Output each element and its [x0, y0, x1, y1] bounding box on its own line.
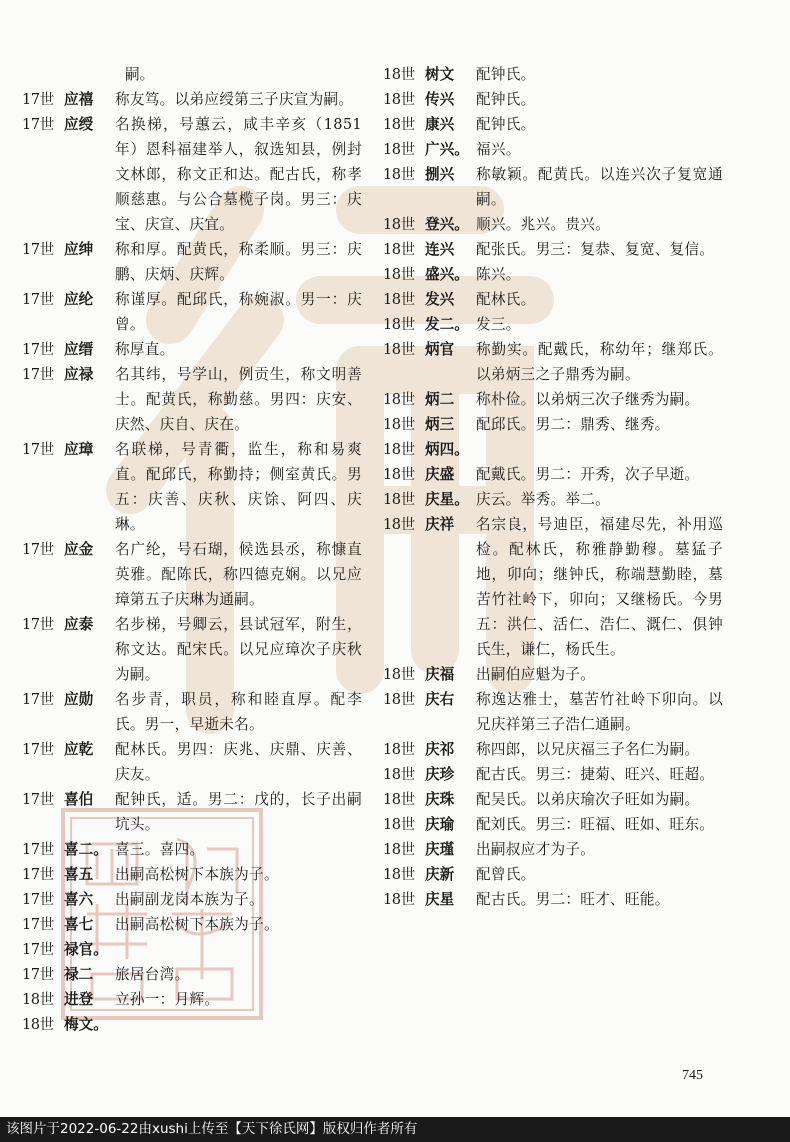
generation-label: 18世	[22, 991, 54, 1008]
person-name: 庆瑜	[425, 816, 455, 833]
person-description: 发三。	[476, 316, 521, 333]
generation-label: 18世	[383, 466, 415, 483]
genealogy-entry	[383, 112, 723, 137]
genealogy-entry	[22, 337, 362, 362]
person-description: 配钟氏。	[476, 66, 536, 83]
genealogy-entry	[383, 412, 723, 437]
person-name: 捌兴	[425, 166, 455, 183]
person-name: 炳四。	[425, 441, 469, 458]
person-name: 庆盛	[425, 466, 455, 483]
genealogy-entry	[22, 237, 362, 287]
generation-label: 17世	[22, 341, 54, 358]
person-name: 庆福	[425, 666, 455, 683]
genealogy-entry	[383, 812, 723, 837]
genealogy-entry	[22, 862, 362, 887]
person-description: 配钟氏。	[476, 116, 536, 133]
generation-label: 18世	[383, 91, 415, 108]
person-name: 应缙	[64, 341, 94, 358]
person-description: 出嗣叔应才为子。	[476, 841, 596, 858]
genealogy-entry	[383, 662, 723, 687]
person-name: 应乾	[64, 741, 94, 758]
person-description: 配张氏。男三：复恭、复宽、复信。	[476, 241, 715, 258]
genealogy-entry	[383, 687, 723, 737]
person-description: 配戴氏。男二：开秀，次子早逝。	[476, 466, 700, 483]
person-name: 炳官	[425, 341, 455, 358]
genealogy-entry	[383, 387, 723, 412]
genealogy-entry	[22, 787, 362, 837]
genealogy-entry	[383, 287, 723, 312]
generation-label: 17世	[22, 891, 54, 908]
generation-label: 18世	[383, 866, 415, 883]
genealogy-entry	[383, 437, 723, 462]
genealogy-entry	[22, 612, 362, 687]
person-description: 称谨厚。配邱氏，称婉淑。男一：庆曾。	[115, 291, 362, 333]
person-description: 称朴俭。以弟炳三次子继秀为嗣。	[476, 391, 700, 408]
person-description	[115, 937, 362, 962]
person-name: 应金	[64, 541, 94, 558]
genealogy-entry	[22, 687, 362, 737]
generation-label: 18世	[22, 1016, 54, 1033]
person-name: 梅文。	[64, 1016, 108, 1033]
generation-label: 17世	[22, 916, 54, 933]
person-name: 喜二。	[64, 841, 108, 858]
right-column	[383, 62, 723, 912]
generation-label: 17世	[22, 691, 54, 708]
generation-label: 17世	[22, 91, 54, 108]
person-name: 庆新	[425, 866, 455, 883]
person-description: 配曾氏。	[476, 866, 536, 883]
generation-label: 18世	[383, 116, 415, 133]
genealogy-entry	[383, 162, 723, 212]
generation-label: 18世	[383, 66, 415, 83]
person-name: 盛兴。	[425, 266, 469, 283]
person-description: 配钟氏，适。男二：戊的，长子出嗣坑头。	[115, 791, 362, 833]
genealogy-entry	[383, 237, 723, 262]
generation-label: 18世	[383, 491, 415, 508]
generation-label: 17世	[22, 116, 54, 133]
genealogy-entry	[383, 512, 723, 662]
generation-label: 17世	[22, 741, 54, 758]
person-name: 应纶	[64, 291, 94, 308]
genealogy-entry	[383, 462, 723, 487]
genealogy-entry	[383, 762, 723, 787]
person-name: 喜七	[64, 916, 94, 933]
person-name: 庆瑾	[425, 841, 455, 858]
person-name: 喜五	[64, 866, 94, 883]
person-description: 福兴。	[476, 141, 521, 158]
person-name: 喜六	[64, 891, 94, 908]
person-description: 配古氏。男三：捷菊、旺兴、旺超。	[476, 766, 715, 783]
genealogy-entry	[22, 287, 362, 337]
genealogy-entry	[383, 337, 723, 387]
person-description: 喜三。喜四。	[115, 841, 205, 858]
genealogy-entry	[383, 887, 723, 912]
genealogy-entry	[22, 837, 362, 862]
person-name: 传兴	[425, 91, 455, 108]
generation-label: 18世	[383, 241, 415, 258]
person-name: 庆星。	[425, 491, 469, 508]
person-name: 喜伯	[64, 791, 94, 808]
footer-banner: 该图片于2022-06-22由xushi上传至【天下徐氏网】版权归作者所有	[0, 1117, 790, 1142]
genealogy-entry	[383, 837, 723, 862]
person-name: 庆右	[425, 691, 455, 708]
generation-label: 17世	[22, 291, 54, 308]
generation-label: 17世	[22, 441, 54, 458]
genealogy-entry	[383, 312, 723, 337]
person-description: 称敏颖。配黄氏。以连兴次子复宽通嗣。	[476, 166, 723, 208]
genealogy-entry	[22, 112, 362, 237]
genealogy-entry	[383, 787, 723, 812]
genealogy-entry	[22, 987, 362, 1012]
genealogy-entry	[22, 937, 362, 962]
generation-label: 18世	[383, 316, 415, 333]
person-name: 连兴	[425, 241, 455, 258]
generation-label: 17世	[22, 541, 54, 558]
generation-label: 18世	[383, 691, 415, 708]
person-description	[115, 1012, 362, 1037]
person-name: 应勋	[64, 691, 94, 708]
person-description: 称勤实。配戴氏，称幼年；继郑氏。以弟炳三之子鼎秀为嗣。	[476, 341, 723, 383]
generation-label: 17世	[22, 866, 54, 883]
person-description: 配吴氏。以弟庆瑜次子旺如为嗣。	[476, 791, 700, 808]
person-name: 广兴。	[425, 141, 469, 158]
person-name: 登兴。	[425, 216, 469, 233]
genealogy-entry	[383, 862, 723, 887]
genealogy-entry	[22, 1012, 362, 1037]
person-description: 称四郎，以兄庆福三子名仁为嗣。	[476, 741, 700, 758]
genealogy-entry	[383, 212, 723, 237]
generation-label: 18世	[383, 291, 415, 308]
person-description: 配林氏。	[476, 291, 536, 308]
genealogy-entry	[22, 962, 362, 987]
person-name: 发二。	[425, 316, 469, 333]
person-name: 应绶	[64, 116, 94, 133]
genealogy-entry	[22, 737, 362, 787]
person-name: 发兴	[425, 291, 455, 308]
person-name: 应泰	[64, 616, 94, 633]
generation-label: 18世	[383, 816, 415, 833]
page-number: 745	[682, 1068, 703, 1083]
genealogy-entry	[383, 737, 723, 762]
generation-label: 18世	[383, 516, 415, 533]
generation-label: 18世	[383, 266, 415, 283]
genealogy-entry	[22, 362, 362, 437]
person-description: 出嗣副龙岗本族为子。	[115, 891, 264, 908]
person-description	[476, 437, 723, 462]
person-description: 称逸达雅士，墓苦竹社岭下卯向。以兄庆祥第三子浩仁通嗣。	[476, 691, 723, 733]
generation-label: 18世	[383, 166, 415, 183]
person-description: 名换梯，号蕙云，咸丰辛亥（1851年）恩科福建举人，叙选知县，例封文林郎，称文正和达。配古氏，称孝顺慈惠。与公合墓榄子岗。男三：庆宝、庆宣、庆宜。	[115, 116, 362, 233]
person-name: 庆珠	[425, 791, 455, 808]
person-description: 出嗣伯应魁为子。	[476, 666, 596, 683]
person-description: 出嗣高松树下本族为子。	[115, 916, 279, 933]
person-name: 炳三	[425, 416, 455, 433]
generation-label: 18世	[383, 666, 415, 683]
genealogy-entry	[383, 62, 723, 87]
generation-label: 18世	[383, 391, 415, 408]
generation-label: 18世	[383, 841, 415, 858]
generation-label: 17世	[22, 841, 54, 858]
person-description: 名宗良，号迪臣，福建尽先，补用巡检。配林氏，称雅静勤穆。墓猛子地，卯向；继钟氏，称端慧勤睦，墓苦竹社岭下，卯向；又继杨氏。今男五：洪仁、活仁、浩仁、溉仁、俱钟氏生，谦仁，杨氏生。	[476, 516, 723, 658]
person-description: 名联梯，号青衢，监生，称和易爽直。配邱氏，称勤持；侧室黄氏。男五：庆善、庆秋、庆馀、阿四、庆琳。	[115, 441, 362, 533]
generation-label: 17世	[22, 616, 54, 633]
genealogy-entry	[22, 437, 362, 537]
generation-label: 18世	[383, 766, 415, 783]
generation-label: 17世	[22, 791, 54, 808]
person-name: 应禄	[64, 366, 94, 383]
continuation-text: 嗣。	[125, 66, 155, 83]
person-description: 配古氏。男二：旺才、旺能。	[476, 891, 670, 908]
person-description: 配林氏。男四：庆兆、庆鼎、庆善、庆友。	[115, 741, 362, 783]
genealogy-entry	[383, 137, 723, 162]
person-name: 庆星	[425, 891, 455, 908]
genealogy-entry	[22, 87, 362, 112]
person-description: 名步青，职员，称和睦直厚。配李氏。男一，早逝未名。	[115, 691, 362, 733]
person-description: 名其纬，号学山，例贡生，称文明善士。配黄氏，称勤慈。男四：庆安、庆然、庆自、庆在。	[115, 366, 362, 433]
person-description: 庆云。举秀。举二。	[476, 491, 611, 508]
person-name: 禄官。	[64, 941, 108, 958]
person-description: 名广纶，号石瑚，候选县丞，称慷直英雅。配陈氏，称四德克娴。以兄应璋第五子庆琳为通嗣。	[115, 541, 362, 608]
person-name: 康兴	[425, 116, 455, 133]
generation-label: 18世	[383, 341, 415, 358]
generation-label: 17世	[22, 241, 54, 258]
person-description: 配邱氏。男二：鼎秀、继秀。	[476, 416, 670, 433]
person-name: 禄二	[64, 966, 94, 983]
person-description: 配刘氏。男三：旺福、旺如、旺东。	[476, 816, 715, 833]
genealogy-entry	[383, 262, 723, 287]
person-name: 进登	[64, 991, 94, 1008]
person-name: 庆珍	[425, 766, 455, 783]
person-name: 炳二	[425, 391, 455, 408]
person-description: 旅居台湾。	[115, 966, 190, 983]
generation-label: 17世	[22, 366, 54, 383]
genealogy-entry	[383, 87, 723, 112]
generation-label: 17世	[22, 941, 54, 958]
person-description: 称友笃。以弟应绶第三子庆宣为嗣。	[115, 91, 354, 108]
person-description: 出嗣高松树下本族为子。	[115, 866, 279, 883]
person-description: 配钟氏。	[476, 91, 536, 108]
generation-label: 18世	[383, 216, 415, 233]
generation-label: 18世	[383, 791, 415, 808]
genealogy-entry	[22, 537, 362, 612]
person-description: 陈兴。	[476, 266, 521, 283]
generation-label: 18世	[383, 441, 415, 458]
person-description: 称厚直。	[115, 341, 175, 358]
person-name: 树文	[425, 66, 455, 83]
person-name: 应绅	[64, 241, 94, 258]
generation-label: 18世	[383, 416, 415, 433]
left-column	[22, 62, 362, 1037]
genealogy-entry	[22, 912, 362, 937]
generation-label: 18世	[383, 141, 415, 158]
person-description: 立孙一：月辉。	[115, 991, 220, 1008]
person-description: 名步梯，号卿云，县试冠军，附生，称文达。配宋氏。以兄应璋次子庆秋为嗣。	[115, 616, 362, 683]
genealogy-entry	[22, 887, 362, 912]
generation-label: 17世	[22, 966, 54, 983]
genealogy-entry	[383, 487, 723, 512]
person-name: 庆祁	[425, 741, 455, 758]
generation-label: 18世	[383, 891, 415, 908]
person-description: 称和厚。配黄氏，称柔顺。男三：庆鹏、庆炳、庆辉。	[115, 241, 362, 283]
person-name: 应璋	[64, 441, 94, 458]
person-description: 顺兴。兆兴。贵兴。	[476, 216, 611, 233]
person-name: 庆祥	[425, 516, 455, 533]
person-name: 应禧	[64, 91, 94, 108]
generation-label: 18世	[383, 741, 415, 758]
